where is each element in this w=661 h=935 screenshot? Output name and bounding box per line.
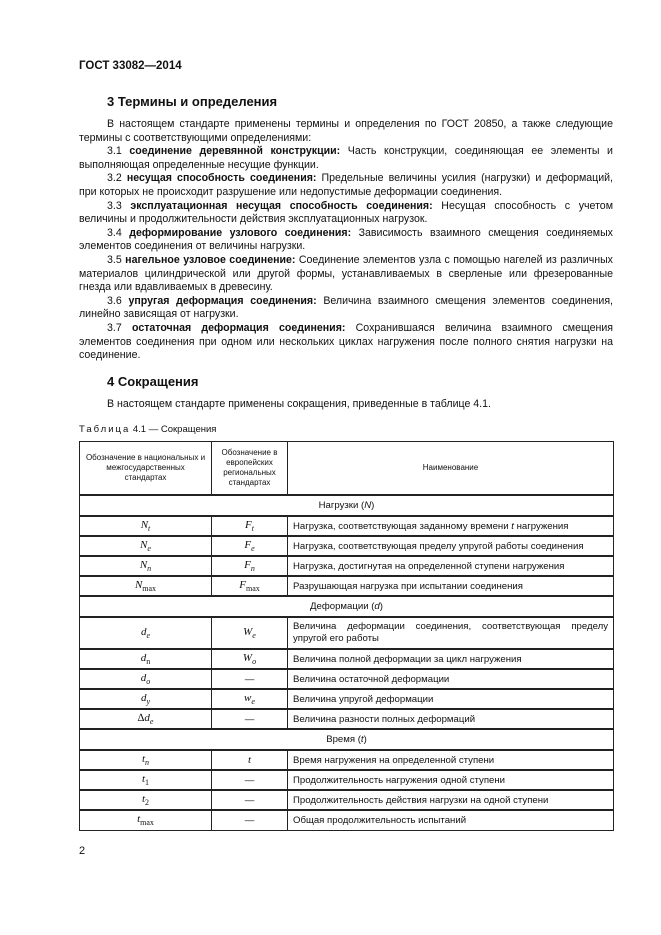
name-text: Величина упругой деформации — [293, 693, 434, 705]
table-row — [80, 810, 614, 830]
table-caption — [79, 424, 216, 435]
symbol-subscript: n — [145, 758, 150, 768]
column-header-name: Наименование — [288, 442, 614, 496]
term-text: Соединение элементов узла с помощью нагелей из различных материалов цилиндрической или другой формы, устанавливаемых в сверленые или фрезерованные гнезда или вдавливаемых в древесину. — [79, 253, 613, 294]
national-symbol — [80, 576, 212, 596]
term-definition — [79, 145, 613, 172]
designation-name — [288, 790, 614, 810]
designation-name — [288, 617, 614, 649]
symbol-base: d — [140, 691, 147, 704]
table-row — [80, 770, 614, 790]
table-row — [80, 649, 614, 669]
symbol-base: t — [141, 792, 146, 805]
symbol-base: t — [141, 752, 146, 765]
national-symbol — [80, 810, 212, 830]
table-row — [80, 750, 614, 770]
term-definition — [79, 227, 613, 254]
national-symbol — [80, 516, 212, 536]
column-header-national: Обозначение в национальных и межгосударственных стандартах — [80, 442, 212, 496]
symbol-base: N — [134, 578, 143, 591]
symbol-base: d — [140, 625, 147, 638]
term-text: Несущая способность с учетом величины и продолжительности действия эксплуатационных нагрузок. — [79, 199, 613, 226]
table-row — [80, 576, 614, 596]
name-text: Величина остаточной деформации — [293, 673, 450, 685]
name-text: Величина разности полных деформаций — [293, 713, 476, 725]
name-text: Величина полной деформации за цикл нагружения — [293, 653, 522, 665]
page-number: 2 — [79, 845, 86, 857]
table-row — [80, 516, 614, 536]
symbol-subscript: e — [251, 544, 255, 554]
table-section-title — [80, 596, 614, 617]
table-row — [80, 669, 614, 689]
section-4-intro: В настоящем стандарте применены сокращения, приведенные в таблице 4.1. — [107, 398, 491, 410]
symbol-base: — — [244, 814, 255, 826]
term-name: соединение деревянной конструкции: — [129, 145, 341, 158]
symbol-base: t — [141, 772, 146, 785]
table-row — [80, 709, 614, 729]
symbol-base: N — [139, 558, 148, 571]
symbol-subscript: max — [142, 584, 157, 594]
section-3-body — [79, 118, 613, 363]
section-title-close: ) — [371, 500, 375, 511]
section-4-title: 4 Сокращения — [107, 374, 199, 389]
symbol-subscript: 2 — [145, 798, 150, 808]
national-symbol — [80, 649, 212, 669]
name-text: Время нагружения на определенной ступени — [293, 754, 495, 766]
european-symbol — [212, 750, 288, 770]
table-header-row — [80, 442, 614, 496]
european-symbol — [212, 770, 288, 790]
designation-name — [288, 750, 614, 770]
national-symbol — [80, 556, 212, 576]
term-text: Часть конструкции, соединяющая ее элементы и выполняющая определенные несущие функции. — [79, 145, 613, 171]
european-symbol — [212, 576, 288, 596]
section-title-text: Время ( — [326, 734, 361, 745]
symbol-base: N — [140, 518, 149, 531]
symbol-subscript: max — [140, 818, 154, 828]
document-header: ГОСТ 33082—2014 — [79, 60, 182, 72]
term-number: 3.4 — [107, 226, 122, 239]
term-number: 3.3 — [107, 199, 122, 212]
name-text: Общая продолжительность испытаний — [293, 814, 467, 826]
name-text: Продолжительность нагружения одной ступени — [293, 774, 506, 786]
designation-name — [288, 576, 614, 596]
designation-name — [288, 556, 614, 576]
symbol-subscript: e — [147, 544, 151, 554]
symbol-subscript: o — [252, 657, 257, 667]
term-definition — [79, 254, 613, 295]
european-symbol — [212, 669, 288, 689]
symbol-subscript: o — [146, 677, 151, 687]
table-section-row — [80, 495, 614, 516]
national-symbol — [80, 689, 212, 709]
section-3-title: 3 Термины и определения — [107, 94, 278, 109]
table-row — [80, 556, 614, 576]
term-number: 3.6 — [107, 294, 122, 307]
table-row — [80, 790, 614, 810]
national-symbol — [80, 536, 212, 556]
table-section-title — [80, 495, 614, 516]
symbol-base: t — [137, 813, 141, 826]
table-section-title — [80, 729, 614, 750]
european-symbol — [212, 709, 288, 729]
term-definition — [79, 200, 613, 227]
symbol-base: W — [243, 625, 253, 638]
term-number: 3.1 — [107, 145, 122, 158]
designation-name — [288, 669, 614, 689]
abbreviations-table — [79, 441, 614, 831]
term-name: эксплуатационная несущая способность соединения: — [130, 199, 433, 212]
name-text: Нагрузка, соответствующая пределу упругой работы соединения — [293, 540, 584, 552]
designation-name — [288, 536, 614, 556]
term-name: несущая способность соединения: — [126, 172, 317, 185]
symbol-subscript: n — [147, 564, 152, 574]
national-symbol — [80, 709, 212, 729]
national-symbol — [80, 617, 212, 649]
european-symbol — [212, 617, 288, 649]
symbol-subscript: e — [251, 697, 255, 707]
symbol-base: — — [244, 774, 255, 786]
term-name: нагельное узловое соединение: — [125, 253, 296, 266]
term-definition — [79, 295, 613, 322]
table-caption-text: 4.1 — Сокращения — [130, 424, 217, 435]
european-symbol — [212, 536, 288, 556]
term-text: Зависимость взаимного смещения соединяемых элементов соединения от величины нагрузки. — [79, 226, 613, 253]
terms-list — [79, 145, 613, 363]
section-title-symbol: t — [360, 734, 364, 745]
table-row — [80, 689, 614, 709]
symbol-subscript: e — [149, 717, 154, 727]
table-row — [80, 536, 614, 556]
symbol-subscript: e — [146, 631, 151, 641]
european-symbol — [212, 556, 288, 576]
section-4-body — [79, 398, 613, 412]
term-name: остаточная деформация соединения: — [131, 321, 346, 334]
section-title-text: Деформации ( — [310, 601, 375, 612]
symbol-base: ∆d — [137, 711, 150, 724]
symbol-base: d — [140, 651, 147, 664]
european-symbol — [212, 810, 288, 830]
symbol-base: d — [140, 671, 147, 684]
symbol-base: N — [140, 538, 148, 551]
designation-name — [288, 689, 614, 709]
european-symbol — [212, 649, 288, 669]
name-text: Разрушающая нагрузка при испытании соединения — [293, 580, 523, 592]
designation-name — [288, 810, 614, 830]
term-number: 3.2 — [107, 172, 122, 185]
table-section-row — [80, 729, 614, 750]
section-title-text: Нагрузки ( — [318, 500, 365, 511]
section-title-close: ) — [379, 601, 383, 612]
column-header-european: Обозначение в европейских региональных стандартах — [212, 442, 288, 496]
name-text: Нагрузка, достигнутая на определенной ступени нагружения — [293, 560, 565, 572]
symbol-subscript: e — [252, 631, 256, 641]
symbol-base: t — [247, 754, 252, 766]
term-definition — [79, 172, 613, 199]
european-symbol — [212, 790, 288, 810]
designation-name — [288, 649, 614, 669]
name-symbol: t — [511, 520, 514, 532]
table-caption-word: Таблица — [79, 424, 131, 435]
section-title-symbol: d — [374, 601, 380, 612]
european-symbol — [212, 689, 288, 709]
term-text: Величина взаимного смещения элементов соединения, линейно зависящая от нагрузки. — [79, 294, 613, 321]
table-section-row — [80, 596, 614, 617]
term-text: Сохранившаяся величина взаимного смещения элементов соединения при одном или нескольких циклах нагружения после полного снятия нагрузки на соединение. — [79, 321, 613, 362]
national-symbol — [80, 790, 212, 810]
name-text-end: нагружения — [513, 520, 569, 532]
symbol-base: w — [244, 691, 252, 704]
term-name: деформирование узлового соединения: — [129, 226, 352, 239]
symbol-subscript: t — [251, 524, 254, 534]
term-definition — [79, 322, 613, 363]
symbol-base: — — [244, 713, 255, 725]
name-text: Нагрузка, соответствующая заданному времени — [293, 520, 512, 532]
symbol-base: — — [244, 794, 255, 806]
european-symbol — [212, 516, 288, 536]
table-body — [80, 495, 614, 830]
national-symbol — [80, 669, 212, 689]
designation-name — [288, 709, 614, 729]
name-text: Продолжительность действия нагрузки на одной ступени — [293, 794, 549, 806]
national-symbol — [80, 750, 212, 770]
symbol-subscript: n — [146, 657, 151, 667]
table-row — [80, 617, 614, 649]
term-text: Предельные величины усилия (нагрузки) и деформаций, при которых не происходит разрушение или недопустимые деформации соединения. — [79, 172, 613, 198]
symbol-base: — — [244, 673, 255, 685]
section-3-intro: В настоящем стандарте применены термины и определения по ГОСТ 20850, а также следующие термины с соответствующими определениями: — [79, 118, 613, 144]
section-title-symbol: N — [364, 500, 372, 511]
symbol-subscript: t — [148, 524, 151, 534]
designation-name — [288, 770, 614, 790]
term-number: 3.5 — [107, 253, 122, 266]
term-number: 3.7 — [107, 321, 122, 334]
symbol-base: F — [245, 518, 252, 531]
national-symbol — [80, 770, 212, 790]
symbol-subscript: max — [245, 584, 260, 594]
symbol-subscript: 1 — [145, 778, 150, 788]
symbol-base: F — [244, 538, 252, 551]
name-text: Величина деформации соединения, соответствующая пределу упругой его работы — [293, 621, 608, 644]
symbol-subscript: n — [250, 564, 255, 574]
symbol-subscript: y — [146, 697, 151, 707]
symbol-base: F — [244, 558, 251, 571]
designation-name — [288, 516, 614, 536]
symbol-base: F — [239, 578, 246, 591]
section-title-close: ) — [363, 734, 367, 745]
term-name: упругая деформация соединения: — [128, 294, 317, 307]
symbol-base: W — [242, 651, 253, 664]
